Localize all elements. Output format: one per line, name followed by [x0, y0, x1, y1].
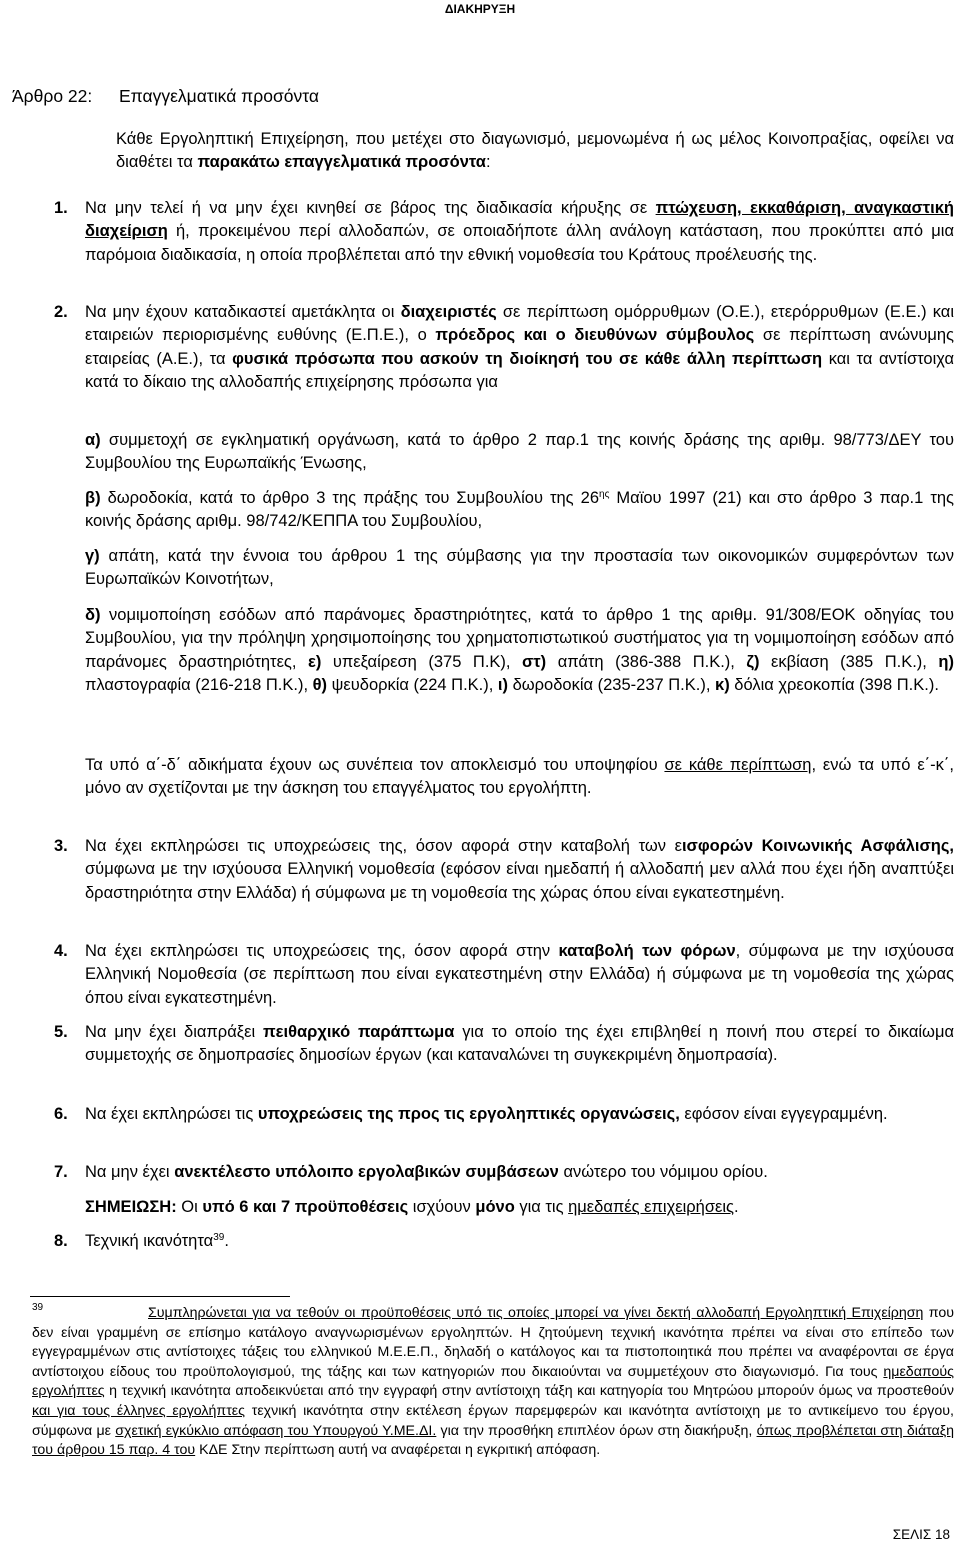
item-number: 6.: [54, 1105, 68, 1123]
sub-item-a: α) συμμετοχή σε εγκληματική οργάνωση, κατά το άρθρο 2 παρ.1 της κοινής δράσης της αριθμ. 98/773/ΔΕΥ του Συμβουλίου της Ευρωπαϊκής Ένωσης,: [85, 431, 954, 473]
list-item-2: 2. Να μην έχουν καταδικαστεί αμετάκλητα οι διαχειριστές σε περίπτωση ομόρρυθμων (Ο.Ε.), ετερόρρυθμων (Ε.Ε.) και εταιρειών περιορισμένης ευθύνης (Ε.Π.Ε.), ο πρόεδρος και ο διευθύνων σύμβουλος σε περίπτωση ανώνυμης εταιρείας (Α.Ε.), τα φυσικά πρόσωπα που ασκούν τη διοίκησή του σε κάθε άλλη περίπτωση και τα αντίστοιχα κατά το δίκαιο της αλλοδαπής επιχείρησης πρόσωπα για: [54, 303, 955, 391]
document-header: ΔΙΑΚΗΡΥΞΗ: [444, 2, 516, 16]
list-item-3: 3. Να έχει εκπληρώσει τις υποχρεώσεις της, όσον αφορά στην καταβολή των εισφορών Κοινωνικής Ασφάλισης, σύμφωνα με την ισχύουσα Ελληνική νομοθεσία (εφόσον είναι ημεδαπή ή αλλοδαπή μεν αλλά που έχει ήδη αναπτύξει δραστηριότητα στην Ελλάδα) ή σύμφωνα με τη νομοθεσία της χώρας όπου είναι εγκατεστημένη.: [54, 837, 954, 902]
item-number: 8.: [54, 1232, 68, 1250]
note-paragraph: ΣΗΜΕΙΩΣΗ: Οι υπό 6 και 7 προϋποθέσεις ισχύουν μόνο για τις ημεδαπές επιχειρήσεις.: [85, 1198, 739, 1216]
footnote-reference: 39: [213, 1232, 225, 1243]
footnote-separator: [30, 1296, 290, 1297]
article-heading: Επαγγελματικά προσόντα: [119, 86, 320, 106]
sub-item-b: β) δωροδοκία, κατά το άρθρο 3 της πράξης του Συμβουλίου της $26^{\eta\varsigma}$ Μαϊου 1997 (21) και στο άρθρο 3 παρ.1 της κοινής δράσης αριθμ. 98/742/ΚΕΠΠΑ του Συμβουλίου,: [85, 489, 954, 531]
article-title: [12, 86, 319, 107]
item-number: 5.: [54, 1023, 68, 1041]
sub-item-c: γ) απάτη, κατά την έννοια του άρθρου 1 της σύμβασης για την προστασία των οικονομικών συμφερόντων των Ευρωπαϊκών Κοινοτήτων,: [85, 547, 954, 589]
consequence-paragraph: Τα υπό α΄-δ΄ αδικήματα έχουν ως συνέπεια τον αποκλεισμό του υποψηφίου σε κάθε περίπτωση, ενώ τα υπό ε΄-κ΄, μόνο αν σχετίζονται με την άσκηση του επαγγέλματος του εργολήπτη.: [85, 756, 954, 798]
intro-paragraph: Κάθε Εργοληπτική Επιχείρηση, που μετέχει στο διαγωνισμό, μεμονωμένα ή ως μέλος Κοινοπραξίας, οφείλει να διαθέτει τα παρακάτω επαγγελματικά προσόντα:: [116, 130, 954, 172]
article-label: Άρθρο 22:: [12, 86, 93, 106]
page-number: ΣΕΛΙΣ 18: [892, 1527, 950, 1542]
sub-item-d: δ) νομιμοποίηση εσόδων από παράνομες δραστηριότητες, κατά το άρθρο 1 της αριθμ. 91/308/ΕΟΚ οδηγίας του Συμβουλίου, για την πρόληψη χρησιμοποίησης του χρηματοπιστωτικού συστήματος για τη νομιμοποίηση εσόδων από παράνομες δραστηριότητες, ε) υπεξαίρεση (375 Π.Κ), στ) απάτη (386-388 Π.Κ.), ζ) εκβίαση (385 Π.Κ.), η) πλαστογραφία (216-218 Π.Κ.), θ) ψευδορκία (224 Π.Κ.), ι) δωροδοκία (235-237 Π.Κ.), κ) δόλια χρεοκοπία (398 Π.Κ.).: [85, 606, 954, 694]
footnote-mark: 39: [32, 1302, 44, 1313]
list-item-5: 5. Να μην έχει διαπράξει πειθαρχικό παράπτωμα για το οποίο της έχει επιβληθεί η ποινή που στερεί το δικαίωμα συμμετοχής σε δημοπρασίες δημοσίων έργων (και καταναλώνει τη συγκεκριμένη δημοπρασία).: [54, 1023, 954, 1065]
item-number: 7.: [54, 1163, 68, 1181]
item-number: 3.: [54, 837, 68, 855]
footnote-text: Συμπληρώνεται για να τεθούν οι προϋποθέσεις υπό τις οποίες μπορεί να γίνει δεκτή αλλοδαπή Εργοληπτική Επιχείρηση που δεν είναι γραμμένη σε επίσημο κατάλογο αναγνωρισμένων εργοληπτών. Η ζητούμενη τεχνική ικανότητα πρέπει να είναι στο επίπεδο των εγγεγραμμένων στις αντίστοιχες τάξεις του ελληνικού Μ.Ε.Ε.Π., δηλαδή ο κατάλογος και τα πιστοποιητικά που πρέπει να αναφέρονται σε έργα αντίστοιχου είδους του προϋπολογισμού, της τάξης και των κατηγοριών που δικαιούνται να συμμετέχουν στο διαγωνισμό. Για τους ημεδαπούς εργολήπτες η τεχνική ικανότητα αποδεικνύεται από την εγγραφή στην αντίστοιχη τάξη και κατηγορία του Μητρώου μπορούν όμως να προστεθούν και για τους έλληνες εργολήπτες τεχνική ικανότητα στην εκτέλεση έργων παρεμφερών και ικανότητα αντίστοιχη με το αντικείμενο του έργου, σύμφωνα με σχετική εγκύκλιο απόφαση του Υπουργού Υ.ΜΕ.ΔΙ. για την προσθήκη επιπλέον όρων στη διακήρυξη, όπως προβλέπεται στη διάταξη του άρθρου 15 παρ. 4 του ΚΔΕ Στην περίπτωση αυτή να αναφέρεται η εγκριτική απόφαση.: [32, 1305, 954, 1459]
item-number: 2.: [54, 303, 68, 321]
item-number: 4.: [54, 942, 68, 960]
item-number: 1.: [54, 199, 68, 217]
list-item-4: 4. Να έχει εκπληρώσει τις υποχρεώσεις της, όσον αφορά στην καταβολή των φόρων, σύμφωνα με την ισχύουσα Ελληνική Νομοθεσία (σε περίπτωση που είναι εγκατεστημένη στην Ελλάδα) ή σύμφωνα με τη νομοθεσία της χώρας όπου είναι εγκατεστημένη.: [54, 942, 954, 1007]
list-item-8: 8. Τεχνική ικανότητα$^{39}$.: [85, 1230, 954, 1253]
list-item-7: 7. Να μην έχει ανεκτέλεστο υπόλοιπο εργολαβικών συμβάσεων ανώτερο του νόμιμου ορίου.: [85, 1161, 954, 1184]
list-item-6: 6. Να έχει εκπληρώσει τις υποχρεώσεις της προς τις εργοληπτικές οργανώσεις, εφόσον είναι εγγεγραμμένη.: [85, 1103, 954, 1126]
list-item-1: 1. Να μην τελεί ή να μην έχει κινηθεί σε βάρος της διαδικασία κήρυξης σε πτώχευση, εκκαθάριση, αναγκαστική διαχείριση ή, προκειμένου περί αλλοδαπών, σε οποιαδήποτε άλλη ανάλογη κατάσταση, που προκύπτει από μια παρόμοια διαδικασία, η οποία προβλέπεται από την εθνική νομοθεσία του Κράτους προέλευσής της.: [54, 199, 955, 264]
